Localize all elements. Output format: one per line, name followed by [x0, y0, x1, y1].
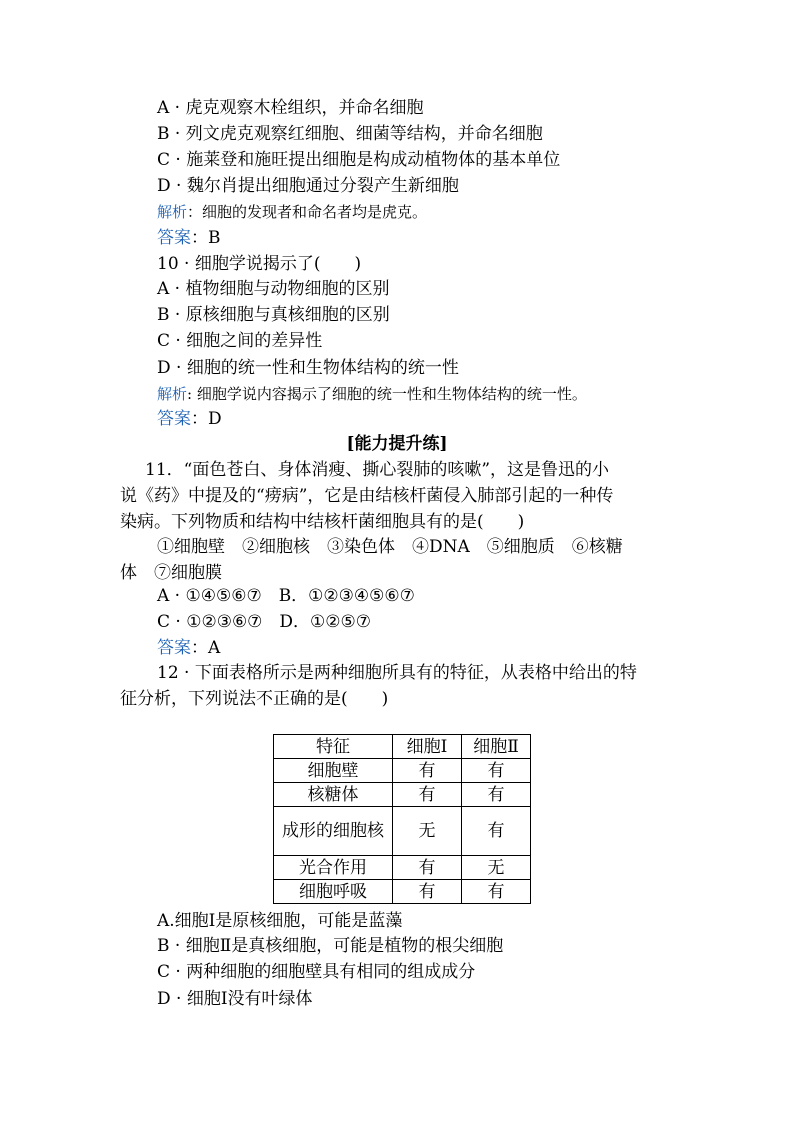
q9-option-b: B · 列文虎克观察红细胞、细菌等结构，并命名细胞	[157, 124, 543, 144]
q12-option-a: A.细胞Ⅰ是原核细胞，可能是蓝藻	[157, 911, 403, 931]
q11-stem-line-3: 染病。下列物质和结构中结核杆菌细胞具有的是( )	[120, 512, 525, 532]
q12-option-d: D · 细胞Ⅰ没有叶绿体	[157, 989, 313, 1009]
table-cell: 有	[393, 759, 462, 783]
q11-stem-line-2: 说《药》中提及的“痨病”，它是由结核杆菌侵入肺部引起的一种传	[120, 486, 614, 506]
analysis-label: 解析	[157, 385, 188, 403]
q10-option-d: D · 细胞的统一性和生物体结构的统一性	[157, 358, 459, 378]
table-cell: 无	[462, 856, 531, 880]
table-row	[274, 783, 531, 807]
table-header-row	[274, 735, 531, 759]
q11-items-line-2: 体 ⑦细胞膜	[120, 563, 222, 583]
q11-options-line-2: C · ①②③⑥⑦ D．①②⑤⑦	[157, 612, 372, 632]
analysis-text: : 细胞学说内容揭示了细胞的统一性和生物体结构的统一性。	[187, 385, 587, 403]
q12-option-b: B · 细胞Ⅱ是真核细胞，可能是植物的根尖细胞	[157, 936, 504, 956]
answer-text: ：A	[191, 638, 221, 658]
table-cell: 有	[393, 856, 462, 880]
table-cell: 有	[462, 807, 531, 856]
table-cell: 成形的细胞核	[274, 807, 393, 856]
table-cell: 有	[393, 783, 462, 807]
table-header-cell: 特征	[274, 735, 393, 759]
q9-answer	[157, 226, 221, 250]
q11-answer	[157, 636, 220, 660]
table-header-cell: 细胞Ⅰ	[393, 735, 462, 759]
table-cell: 细胞呼吸	[274, 880, 393, 904]
answer-label: 答案	[157, 228, 191, 248]
answer-label: 答案	[157, 409, 191, 429]
q11-stem-line-1: 11．“面色苍白、身体消瘦、撕心裂肺的咳嗽”，这是鲁迅的小	[145, 460, 610, 480]
answer-text: ：B	[191, 228, 221, 248]
q10-option-b: B · 原核细胞与真核细胞的区别	[157, 305, 390, 325]
table-row	[274, 880, 531, 904]
answer-text: ：D	[191, 409, 222, 429]
table-cell: 有	[462, 880, 531, 904]
table-cell: 细胞壁	[274, 759, 393, 783]
answer-label: 答案	[157, 638, 191, 658]
q12-stem-line-2: 征分析，下列说法不正确的是( )	[120, 689, 389, 709]
q10-analysis	[157, 382, 587, 406]
table-cell: 有	[462, 759, 531, 783]
table-row	[274, 807, 531, 856]
table-cell: 无	[393, 807, 462, 856]
q10-option-a: A · 植物细胞与动物细胞的区别	[157, 279, 390, 299]
feature-table	[273, 734, 531, 904]
table-row	[274, 759, 531, 783]
q10-stem: 10 · 细胞学说揭示了( )	[157, 254, 362, 274]
q10-option-c: C · 细胞之间的差异性	[157, 331, 323, 351]
table-header-cell: 细胞Ⅱ	[462, 735, 531, 759]
q10-answer	[157, 407, 222, 431]
table-cell: 有	[393, 880, 462, 904]
table-cell: 光合作用	[274, 856, 393, 880]
section-heading: [能力提升练]	[346, 434, 448, 454]
q11-items-line-1: ①细胞壁 ②细胞核 ③染色体 ④DNA ⑤细胞质 ⑥核糖	[157, 537, 623, 557]
table-row	[274, 856, 531, 880]
analysis-label: 解析	[157, 203, 188, 221]
table-cell: 有	[462, 783, 531, 807]
q12-stem-line-1: 12 · 下面表格所示是两种细胞所具有的特征，从表格中给出的特	[157, 663, 637, 683]
table-cell: 核糖体	[274, 783, 393, 807]
q9-analysis	[157, 200, 427, 224]
q11-options-line-1: A · ①④⑤⑥⑦ B．①②③④⑤⑥⑦	[157, 586, 415, 606]
q9-option-d: D · 魏尔肖提出细胞通过分裂产生新细胞	[157, 176, 459, 196]
q9-option-a: A · 虎克观察木栓组织，并命名细胞	[157, 98, 424, 118]
q12-option-c: C · 两种细胞的细胞壁具有相同的组成成分	[157, 962, 476, 982]
q9-option-c: C · 施莱登和施旺提出细胞是构成动植物体的基本单位	[157, 150, 561, 170]
analysis-text: ：细胞的发现者和命名者均是虎克。	[187, 203, 428, 221]
